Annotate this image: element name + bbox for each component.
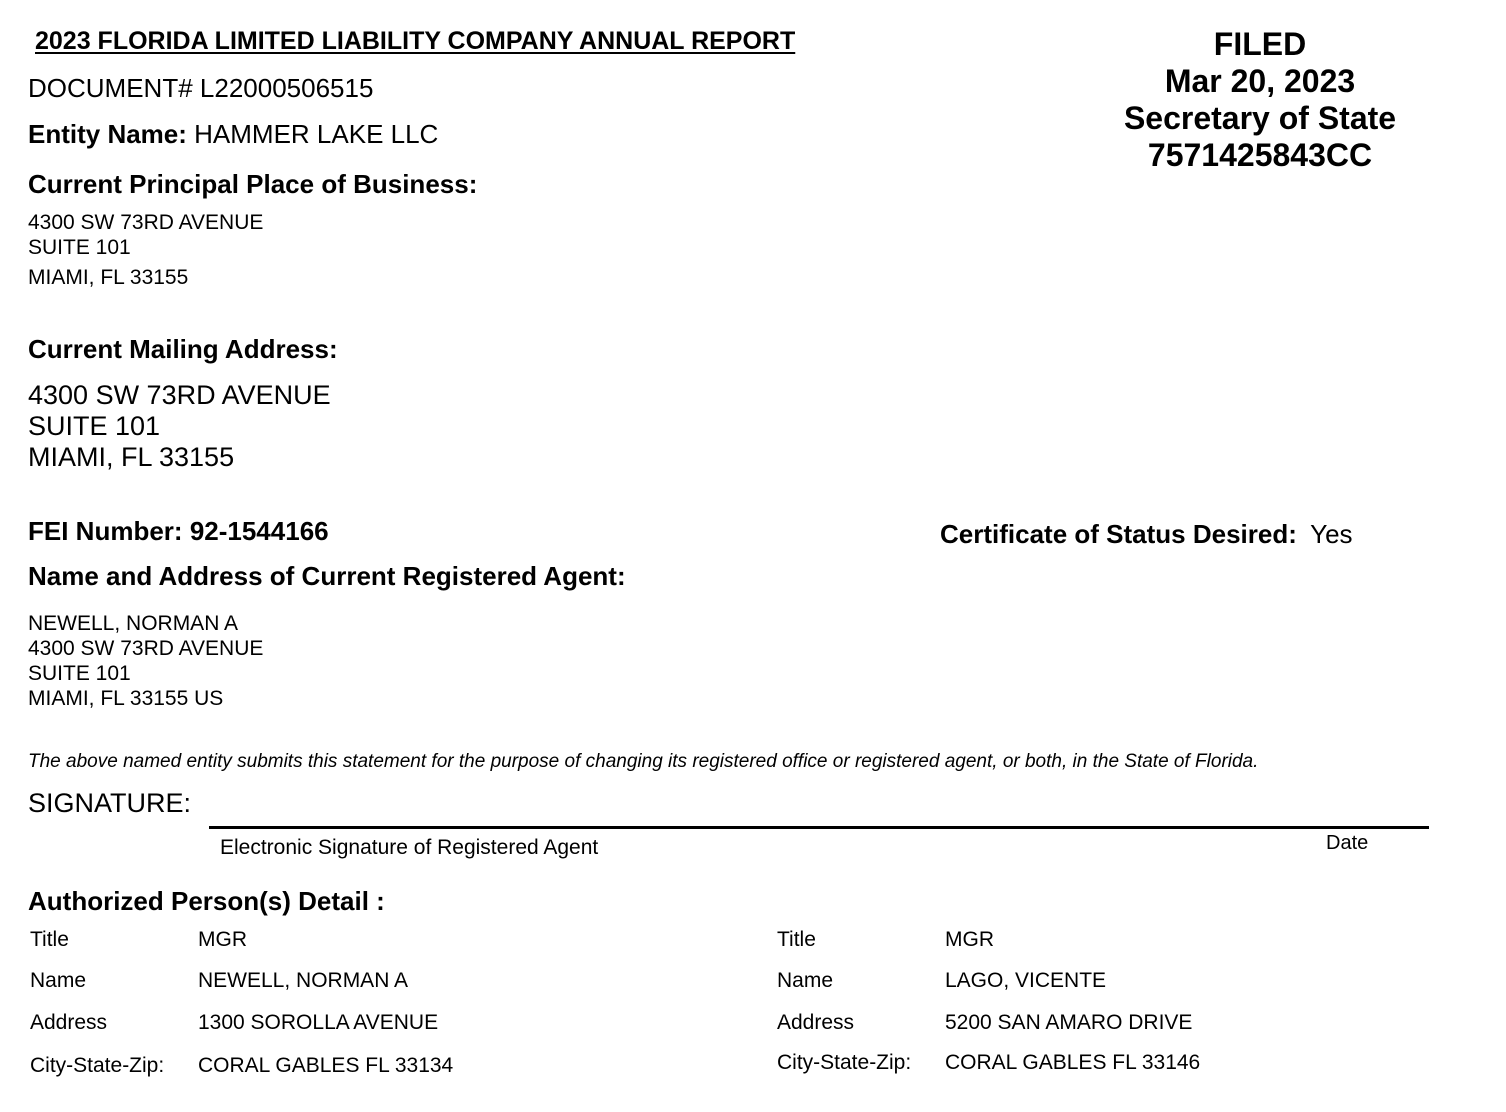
registered-agent-heading: Name and Address of Current Registered Agent: xyxy=(28,561,626,591)
certificate-status-label: Certificate of Status Desired: xyxy=(940,519,1297,549)
entity-name-label: Entity Name: xyxy=(28,119,187,149)
principal-address-line2: SUITE 101 xyxy=(28,236,131,259)
person2-csz-label: City-State-Zip: xyxy=(777,1051,912,1074)
person2-name-value: LAGO, VICENTE xyxy=(945,969,1107,992)
person2-address-value: 5200 SAN AMARO DRIVE xyxy=(945,1011,1193,1034)
person2-address-label: Address xyxy=(777,1011,855,1034)
person1-address-value: 1300 SOROLLA AVENUE xyxy=(198,1011,439,1034)
signature-date-label: Date xyxy=(1326,832,1369,854)
person1-csz-label: City-State-Zip: xyxy=(30,1054,165,1077)
agent-address-line3: MIAMI, FL 33155 US xyxy=(28,687,224,710)
agent-address-line2: SUITE 101 xyxy=(28,662,131,685)
person1-name-label: Name xyxy=(30,969,87,992)
person1-address-label: Address xyxy=(30,1011,108,1034)
report-title: 2023 FLORIDA LIMITED LIABILITY COMPANY ANNUAL REPORT xyxy=(35,27,796,55)
document-number-label: DOCUMENT# xyxy=(28,73,193,103)
person2-name-label: Name xyxy=(777,969,834,992)
entity-name-line xyxy=(28,119,438,150)
filed-tracking-number: 7571425843CC xyxy=(1147,137,1373,173)
agent-statement: The above named entity submits this statement for the purpose of changing its registered office or registered agent, or both, in the State of Florida. xyxy=(28,751,1259,772)
filed-office: Secretary of State xyxy=(1123,100,1397,136)
mailing-address-line1: 4300 SW 73RD AVENUE xyxy=(28,380,331,410)
person1-title-value: MGR xyxy=(198,928,247,951)
mailing-address xyxy=(28,380,331,473)
filed-date: Mar 20, 2023 xyxy=(1164,63,1356,99)
mailing-address-line2: SUITE 101 xyxy=(28,411,161,441)
certificate-status-value: Yes xyxy=(1310,519,1353,549)
document-number-value: L22000506515 xyxy=(199,73,374,103)
filed-stamp xyxy=(1100,26,1420,174)
person1-name-value: NEWELL, NORMAN A xyxy=(198,969,409,992)
person1-csz-value: CORAL GABLES FL 33134 xyxy=(198,1054,454,1077)
person1-title-label: Title xyxy=(30,928,69,951)
filed-status: FILED xyxy=(1213,26,1307,62)
mailing-address-heading: Current Mailing Address: xyxy=(28,334,338,364)
agent-address-line1: 4300 SW 73RD AVENUE xyxy=(28,637,264,660)
fei-number-label: FEI Number: xyxy=(28,516,183,546)
fei-number-value: 92-1544166 xyxy=(189,516,329,546)
registered-agent-address xyxy=(28,611,263,711)
principal-address-line3: MIAMI, FL 33155 xyxy=(28,266,189,289)
entity-name-value: HAMMER LAKE LLC xyxy=(194,119,439,149)
signature-caption: Electronic Signature of Registered Agent xyxy=(220,836,599,859)
person2-csz-value: CORAL GABLES FL 33146 xyxy=(945,1051,1201,1074)
person2-title-value: MGR xyxy=(945,928,994,951)
principal-place-address xyxy=(28,210,263,290)
fei-number-line xyxy=(28,516,329,547)
signature-label: SIGNATURE: xyxy=(28,788,192,818)
principal-address-line1: 4300 SW 73RD AVENUE xyxy=(28,211,264,234)
certificate-status-line xyxy=(940,519,1353,550)
authorized-persons-heading: Authorized Person(s) Detail : xyxy=(28,886,385,916)
mailing-address-line3: MIAMI, FL 33155 xyxy=(28,442,235,472)
document-number-line xyxy=(28,73,373,104)
signature-line xyxy=(209,826,1429,829)
principal-place-heading: Current Principal Place of Business: xyxy=(28,169,478,199)
person2-title-label: Title xyxy=(777,928,816,951)
agent-name: NEWELL, NORMAN A xyxy=(28,612,239,635)
